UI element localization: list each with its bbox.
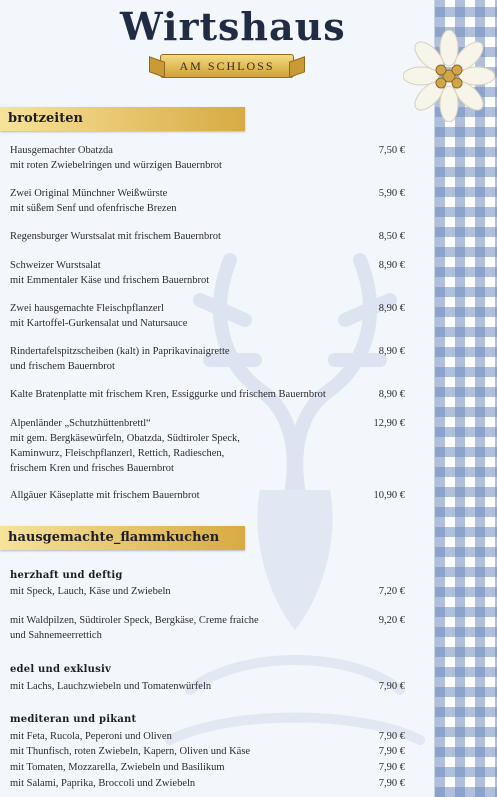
item-price: 8,90 €	[378, 303, 405, 314]
menu-item	[10, 344, 405, 374]
item-description: Zwei hausgemachte Fleischpflanzerl mit Kartoffel-Gurkensalat und Natursauce	[10, 303, 188, 329]
edelweiss-icon	[403, 30, 495, 122]
item-description: Regensburger Wurstsalat mit frischem Bauernbrot	[10, 231, 221, 242]
menu-item	[10, 258, 405, 288]
item-price: 7,90 €	[378, 778, 405, 789]
item-description: mit Lachs, Lauchzwiebeln und Tomatenwürfeln	[10, 681, 212, 692]
item-price: 8,50 €	[378, 231, 405, 242]
item-description: Schweizer Wurstsalat mit Emmentaler Käse und frischem Bauernbrot	[10, 260, 210, 286]
item-description: mit Feta, Rucola, Peperoni und Oliven	[10, 731, 172, 742]
item-description: mit Salami, Paprika, Broccoli und Zwiebeln	[10, 778, 196, 789]
menu-item	[10, 186, 405, 216]
menu-item	[10, 744, 405, 759]
subsection-heading: herzhaft und deftig	[10, 570, 123, 581]
item-price: 8,90 €	[378, 389, 405, 400]
section-header-flammkuchen	[0, 526, 245, 550]
item-price: 7,90 €	[378, 731, 405, 742]
item-price: 5,90 €	[378, 188, 405, 199]
item-description: mit Speck, Lauch, Käse und Zwiebeln	[10, 586, 171, 597]
section-title: brotzeiten	[8, 111, 83, 126]
item-price: 7,20 €	[378, 586, 405, 597]
item-description: Zwei Original Münchner Weißwürste mit süßem Senf und ofenfrische Brezen	[10, 188, 177, 214]
menu-item	[10, 679, 405, 694]
item-price: 8,90 €	[378, 346, 405, 357]
subsection-heading: edel und exklusiv	[10, 664, 111, 675]
item-price: 7,90 €	[378, 746, 405, 757]
menu-item	[10, 416, 405, 476]
item-description: Alpenländer „Schutzhüttenbrettl“ mit gem. Bergkäsewürfeln, Obatzda, Südtiroler Speck, Kaminwurz, Fleischpflanzerl, Rettich, Radieschen, frischem Kren und frisches Bauernbrot	[10, 418, 240, 474]
menu-item	[10, 776, 405, 791]
item-description: Kalte Bratenplatte mit frischem Kren, Essiggurke und frischem Bauernbrot	[10, 389, 326, 400]
section-title: hausgemachte_flammkuchen	[8, 530, 220, 545]
item-price: 8,90 €	[378, 260, 405, 271]
item-description: mit Waldpilzen, Südtiroler Speck, Bergkäse, Creme fraiche und Sahnemeerrettich	[10, 615, 259, 641]
item-price: 10,90 €	[373, 490, 405, 501]
subsection-heading: mediteran und pikant	[10, 714, 137, 725]
restaurant-logo	[120, 4, 346, 84]
menu-item	[10, 301, 405, 331]
item-description: Rindertafelspitzscheiben (kalt) in Paprikavinaigrette und frischem Bauernbrot	[10, 346, 230, 372]
menu-item	[10, 729, 405, 744]
item-price: 12,90 €	[373, 418, 405, 429]
logo-banner: AM SCHLOSS	[160, 54, 294, 78]
item-description: mit Tomaten, Mozzarella, Zwiebeln und Basilikum	[10, 762, 225, 773]
menu-item	[10, 143, 405, 173]
menu-item	[10, 584, 405, 599]
logo-title: Wirtshaus	[120, 4, 346, 49]
menu-item	[10, 613, 405, 643]
item-price: 9,20 €	[378, 615, 405, 626]
menu-item	[10, 229, 405, 244]
section-header-brotzeiten	[0, 107, 245, 131]
item-price: 7,50 €	[378, 145, 405, 156]
menu-item	[10, 387, 405, 402]
item-description: Hausgemachter Obatzda mit roten Zwiebelringen und würzigen Bauernbrot	[10, 145, 222, 171]
menu-item	[10, 488, 405, 503]
item-price: 7,90 €	[378, 681, 405, 692]
item-description: Allgäuer Käseplatte mit frischem Bauernbrot	[10, 490, 200, 501]
menu-item	[10, 760, 405, 775]
item-price: 7,90 €	[378, 762, 405, 773]
item-description: mit Thunfisch, roten Zwiebeln, Kapern, Oliven und Käse	[10, 746, 251, 757]
